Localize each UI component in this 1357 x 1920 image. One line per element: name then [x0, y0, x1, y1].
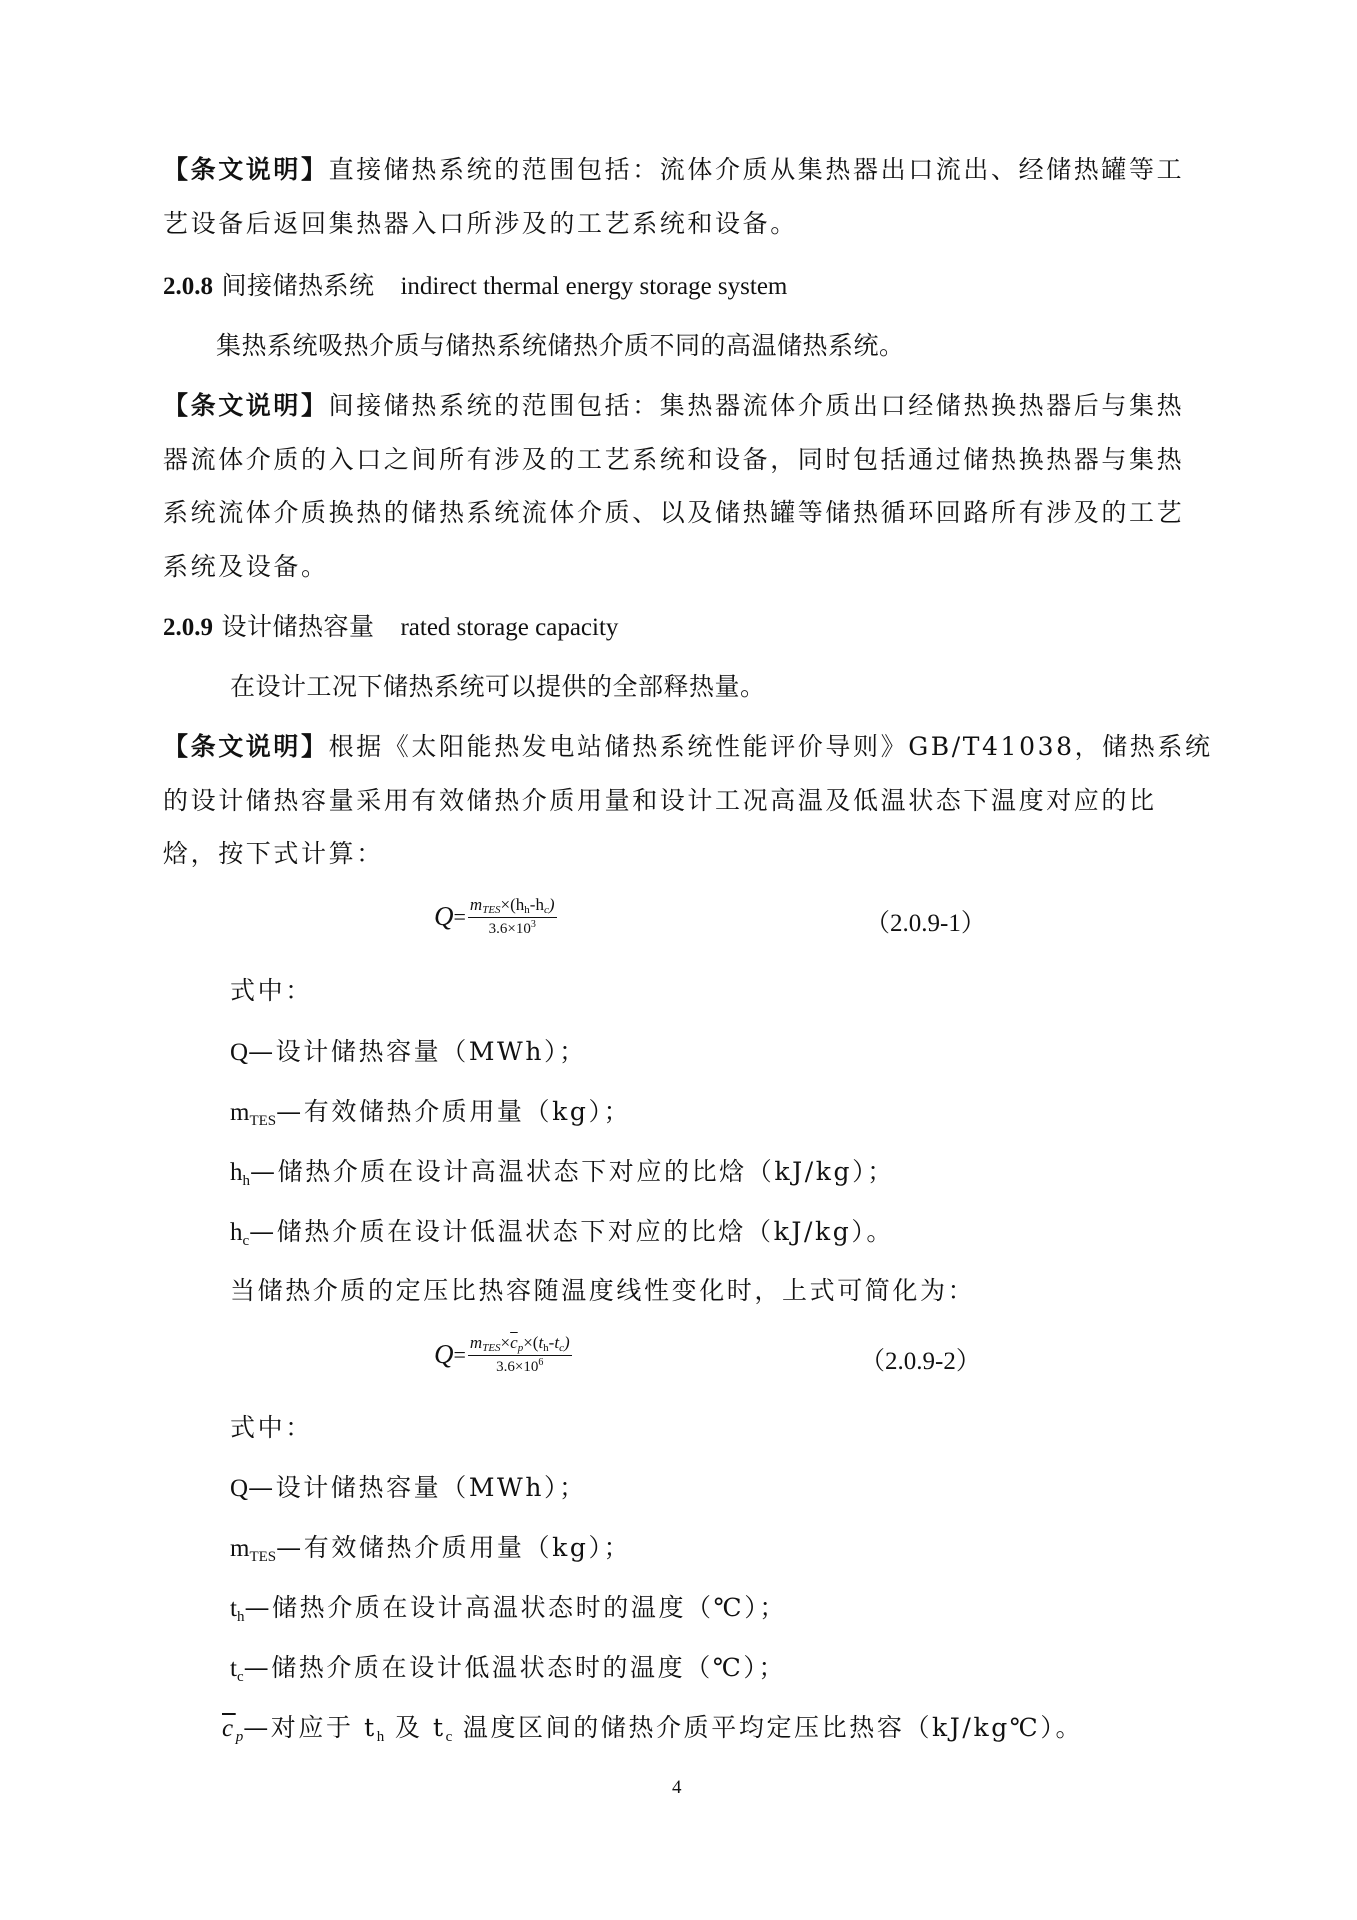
- sub-h: h: [543, 1342, 549, 1354]
- var-desc: 温度区间的储热介质平均定压比热容（kJ/kg℃）。: [452, 1713, 1084, 1742]
- term-cn: 设计储热容量: [221, 612, 375, 641]
- var-sub: TES: [249, 1549, 277, 1565]
- where-label: 式中：: [230, 976, 313, 1005]
- var-desc: —设计储热容量（MWh）；: [248, 1037, 587, 1066]
- note-2-0-9-line-2: 的设计储热容量采用有效储热介质用量和设计工况高温及低温状态下温度对应的比: [163, 786, 1157, 815]
- var-sub: c: [242, 1233, 250, 1249]
- formula-denominator: [489, 918, 536, 938]
- num-part: -h: [529, 895, 544, 914]
- term-number: 2.0.8: [163, 273, 213, 300]
- var-desc: —储热介质在设计低温状态时的温度（℃）；: [243, 1653, 787, 1682]
- var-mtes: [230, 1532, 631, 1573]
- note-label: 【条文说明】: [163, 732, 329, 761]
- var-symbol: h: [230, 1159, 243, 1186]
- note-text: 直接储热系统的范围包括：流体介质从集热器出口流出、经储热罐等工: [328, 155, 1185, 184]
- note-2-0-8-line-4: 系统及设备。: [163, 552, 329, 581]
- var-th: [230, 1592, 787, 1633]
- sub-p: p: [517, 1342, 524, 1354]
- sym-t: t: [538, 1333, 544, 1352]
- formula-2-0-9-2: [434, 1333, 572, 1376]
- num-part: ): [563, 1333, 570, 1352]
- formula-2-0-9-1: [434, 895, 557, 938]
- simplify-text: 当储热介质的定压比热容随温度线性变化时，上式可简化为：: [230, 1276, 976, 1305]
- var-sub: h: [242, 1173, 250, 1189]
- var-desc: —储热介质在设计高温状态时的温度（℃）；: [244, 1593, 787, 1622]
- var-q: [230, 1472, 587, 1505]
- note-2-0-8-line-2: 器流体介质的入口之间所有涉及的工艺系统和设备，同时包括通过储热换热器与集热: [163, 445, 1185, 474]
- formula-lhs: Q: [434, 901, 454, 931]
- var-symbol: t: [230, 1655, 237, 1682]
- note-2-0-9-line-1: [163, 731, 1213, 763]
- var-symbol: Q: [230, 1039, 249, 1066]
- num-part: ×(: [523, 1333, 539, 1352]
- den-exp: 3: [530, 919, 536, 930]
- sub-c: c: [559, 1342, 564, 1354]
- var-sub: c: [445, 1729, 453, 1745]
- note-2-0-7-line-2: 艺设备后返回集热器入口所涉及的工艺系统和设备。: [163, 209, 798, 238]
- var-desc: —对应于 t: [243, 1713, 377, 1742]
- var-mtes: [230, 1096, 631, 1137]
- where-label: 式中：: [230, 1413, 313, 1442]
- var-sub: h: [236, 1609, 245, 1625]
- equation-number: （2.0.9-1）: [865, 910, 986, 937]
- var-q: [230, 1036, 587, 1069]
- var-sub: TES: [249, 1113, 277, 1129]
- var-symbol: $\overline{c}$: [222, 1715, 236, 1742]
- page-number: 4: [672, 1777, 682, 1798]
- var-sub: h: [376, 1729, 385, 1745]
- note-2-0-8-line-3: 系统流体介质换热的储热系统流体介质、以及储热罐等储热循环回路所有涉及的工艺: [163, 498, 1185, 527]
- definition-2-0-9: 在设计工况下储热系统可以提供的全部释热量。: [230, 672, 766, 701]
- var-symbol: m: [230, 1099, 250, 1126]
- var-desc: —有效储热介质用量（kg）；: [276, 1533, 632, 1562]
- note-text: 间接储热系统的范围包括：集热器流体介质出口经储热换热器后与集热: [328, 391, 1185, 420]
- var-sub: c: [236, 1669, 244, 1685]
- num-part: ): [548, 895, 555, 914]
- var-hc: [230, 1216, 894, 1257]
- term-en: rated storage capacity: [400, 614, 619, 641]
- note-label: 【条文说明】: [163, 391, 329, 420]
- var-tc: [230, 1652, 786, 1693]
- term-heading-2-0-9: [163, 611, 618, 644]
- num-part: -: [548, 1333, 555, 1352]
- var-symbol: t: [230, 1595, 237, 1622]
- sub-c: c: [543, 904, 549, 916]
- formula-fraction: [468, 1333, 572, 1376]
- formula-fraction: [468, 895, 557, 938]
- var-desc: —设计储热容量（MWh）；: [248, 1473, 587, 1502]
- den-base: 3.6×10: [496, 1359, 539, 1375]
- note-text: 根据《太阳能热发电站储热系统性能评价导则》GB/T41038，储热系统: [328, 732, 1213, 761]
- var-desc: —储热介质在设计高温状态下对应的比焓（kJ/kg）；: [250, 1157, 895, 1186]
- formula-lhs: Q: [434, 1339, 454, 1369]
- sym-m: m: [469, 895, 483, 914]
- var-desc: —有效储热介质用量（kg）；: [276, 1097, 632, 1126]
- sub-h: h: [524, 904, 530, 916]
- var-symbol: m: [230, 1535, 250, 1562]
- equation-number: （2.0.9-2）: [860, 1348, 981, 1375]
- var-cp: [222, 1712, 1083, 1753]
- var-symbol: h: [230, 1219, 243, 1246]
- num-part: ×: [500, 1333, 511, 1352]
- term-number: 2.0.9: [163, 614, 213, 641]
- var-desc: —储热介质在设计低温状态下对应的比焓（kJ/kg）。: [249, 1217, 895, 1246]
- note-2-0-8-line-1: [163, 390, 1184, 422]
- sub-tes: TES: [482, 904, 501, 916]
- var-hh: [230, 1156, 895, 1197]
- term-en: indirect thermal energy storage system: [400, 273, 788, 300]
- formula-numerator: [468, 895, 557, 918]
- formula-equals: =: [453, 1341, 466, 1367]
- sym-c: $\overline{c}$: [510, 1333, 518, 1352]
- note-2-0-7-line-1: [163, 154, 1184, 186]
- formula-denominator: [496, 1356, 543, 1376]
- var-sub: p: [235, 1729, 244, 1745]
- formula-equals: =: [453, 903, 466, 929]
- num-part: ×(h: [500, 895, 525, 914]
- definition-2-0-8: 集热系统吸热介质与储热系统储热介质不同的高温储热系统。: [216, 331, 905, 360]
- formula-numerator: [468, 1333, 572, 1356]
- term-cn: 间接储热系统: [221, 271, 375, 300]
- var-desc: 及 t: [384, 1713, 446, 1742]
- sym-t: t: [554, 1333, 560, 1352]
- sub-tes: TES: [482, 1342, 501, 1354]
- term-heading-2-0-8: [163, 270, 787, 303]
- sym-m: m: [469, 1333, 483, 1352]
- note-2-0-9-line-3: 焓，按下式计算：: [163, 839, 384, 868]
- note-label: 【条文说明】: [163, 155, 329, 184]
- den-base: 3.6×10: [488, 921, 531, 937]
- den-exp: 6: [538, 1357, 544, 1368]
- var-symbol: Q: [230, 1475, 249, 1502]
